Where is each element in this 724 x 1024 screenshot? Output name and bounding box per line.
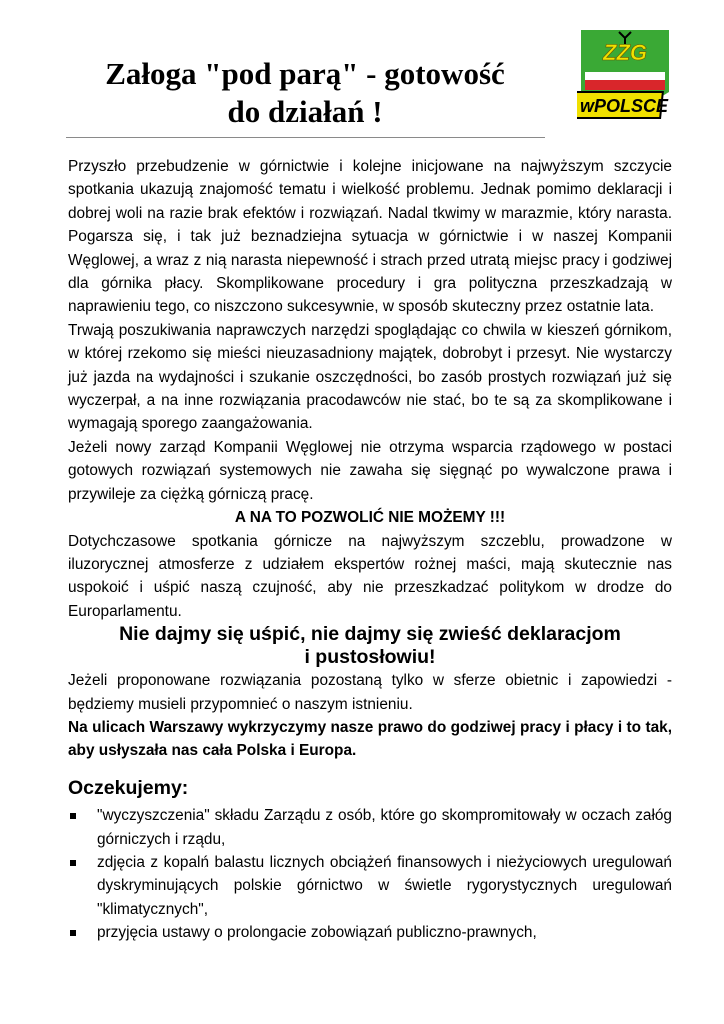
paragraph-1: Przyszło przebudzenie w górnictwie i kolejne inicjowane na najwyższym szczycie spotkania ukazują znajomość tematu i wielkość problemu. Jednak pomimo deklaracji i dobrej woli na razie brak efektów i rozwiązań. Nadal tkwimy w marazmie, który narasta. Pogarsza się, i tak już beznadziejna sytuacja w górnictwie i w naszej Kompanii Węglowej, a wraz z nią narasta niepewność i strach przed utratą miejsc pracy i godziwej dla górnika płacy. Skomplikowane procedury i gra polityczna przeszkadzają w naprawieniu tego, co niszczono sukcesywnie, w sposób skuteczny przez ostatnie lata. xyxy=(68,158,672,316)
logo-zzg-text: ZZG xyxy=(603,40,647,65)
expectations-heading: Oczekujemy: xyxy=(68,776,189,799)
zzg-logo xyxy=(577,24,673,120)
logo-wpolsce-text: wPOLSCE xyxy=(579,96,669,116)
title-line-1: Załoga "pod parą" - gotowość xyxy=(105,56,505,91)
list-item: przyjęcia ustawy o prolongacie zobowiązań publiczno-prawnych, xyxy=(68,921,672,944)
slogan xyxy=(68,623,672,669)
paragraph-4: Dotychczasowe spotkania górnicze na najwyższym szczeblu, prowadzone w iluzorycznej atmosferze z udziałem ekspertów rożnej maści, mają skutecznie nas uspokoić i uśpić naszą czujność, aby nie przeszkadzać politykom w drodze do Europarlamentu. xyxy=(68,532,672,620)
paragraph-6: Na ulicach Warszawy wykrzyczymy nasze prawo do godziwej pracy i płacy i to tak, aby usłyszała nas cała Polska i Europa. xyxy=(68,718,672,760)
expectations-list xyxy=(68,804,672,944)
list-item: zdjęcia z kopalń balastu licznych obciążeń finansowych i nieżyciowych uregulowań dyskryminujących polskie górnictwo w świetle rygorystycznych uregulowań "klimatycznych", xyxy=(68,851,672,921)
paragraph-2: Trwają poszukiwania naprawczych narzędzi spoglądając co chwila w kieszeń górnikom, w której rzekomo się mieści nieuzasadniony majątek, dobrobyt i przesyt. Nie wystarczy już jazda na wydajności i szukanie oszczędności, bo zasób prostych rozwiązań już się wyczerpał, a na inne rozwiązania pracodawców nie stać, bo te są za skomplikowane i wymagają sporego zaangażowania. xyxy=(68,321,672,433)
alarm-heading: A NA TO POZWOLIĆ NIE MOŻEMY !!! xyxy=(234,509,506,527)
page-title xyxy=(60,55,550,131)
slogan-line-2: i pustosłowiu! xyxy=(304,646,436,669)
title-divider xyxy=(66,137,545,138)
paragraph-3: Jeżeli nowy zarząd Kompanii Węglowej nie otrzyma wsparcia rządowego w postaci gotowych rozwiązań systemowych nie zawaha się sięgnąć po wywalczone prawa i przywileje za ciężką górniczą pracę. xyxy=(68,438,672,503)
list-item: "wyczyszczenia" składu Zarządu z osób, które go skompromitowały w oczach załóg górniczych i rządu, xyxy=(68,804,672,851)
paragraph-5: Jeżeli proponowane rozwiązania pozostaną tylko w sferze obietnic i zapowiedzi - będziemy musieli przypomnieć o naszym istnieniu. xyxy=(68,672,672,713)
title-line-2: do działań ! xyxy=(227,94,383,129)
article-body xyxy=(68,155,672,945)
slogan-line-1: Nie dajmy się uśpić, nie dajmy się zwieść deklaracjom xyxy=(119,623,621,646)
